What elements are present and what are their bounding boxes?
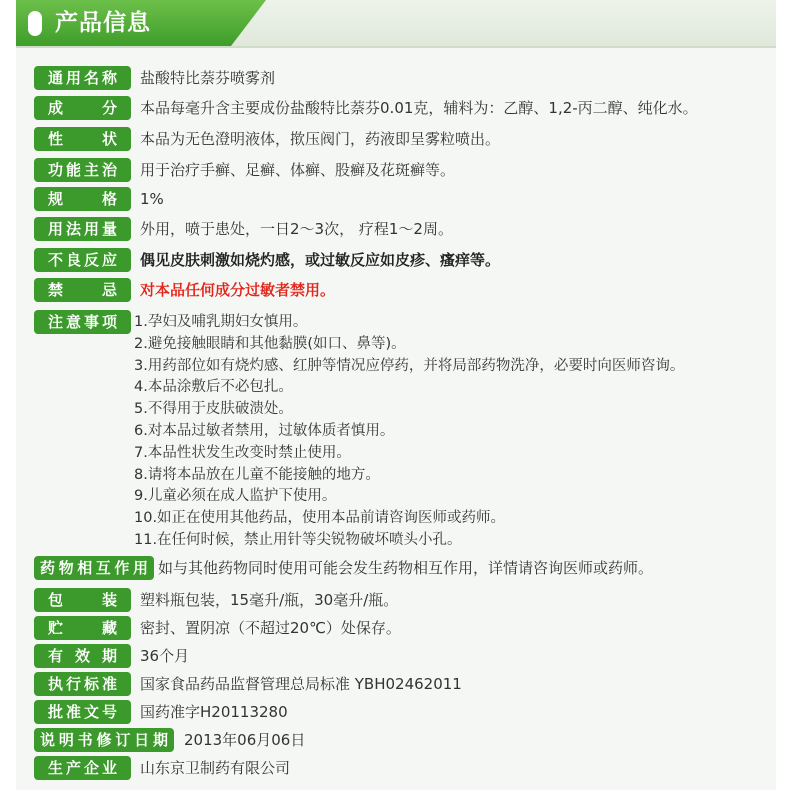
label-badge: 性 状 bbox=[34, 127, 131, 151]
list-item: 7.本品性状发生改变时禁止使用。 bbox=[134, 444, 351, 461]
row-value: 1% bbox=[140, 190, 164, 208]
label-badge: 功能主治 bbox=[34, 158, 131, 182]
row-value: 山东京卫制药有限公司 bbox=[140, 759, 291, 777]
row-value: 如与其他药物同时使用可能会发生药物相互作用，详情请咨询医师或药师。 bbox=[158, 559, 654, 577]
row-value: 国药准字H20113280 bbox=[140, 703, 288, 721]
header-divider bbox=[16, 46, 776, 48]
precautions-list bbox=[134, 312, 684, 552]
label-badge: 说明书修订日期 bbox=[34, 728, 174, 752]
label-badge: 包 装 bbox=[34, 588, 131, 612]
label-badge: 禁 忌 bbox=[34, 278, 131, 302]
label-badge: 生产企业 bbox=[34, 756, 131, 780]
row-value: 本品为无色澄明液体，揿压阀门，药液即呈雾粒喷出。 bbox=[140, 130, 501, 148]
list-item: 8.请将本品放在儿童不能接触的地方。 bbox=[134, 466, 380, 483]
list-item: 4.本品涂敷后不必包扎。 bbox=[134, 379, 293, 396]
row-value: 国家食品药品监督管理总局标准 YBH02462011 bbox=[140, 675, 462, 693]
list-item: 11.在任何时候，禁止用针等尖锐物破坏喷头小孔。 bbox=[134, 531, 462, 548]
list-item: 2.避免接触眼睛和其他黏膜(如口、鼻等)。 bbox=[134, 335, 406, 352]
row-value: 对本品任何成分过敏者禁用。 bbox=[140, 281, 336, 299]
label-badge: 规 格 bbox=[34, 187, 131, 211]
list-item: 3.用药部位如有烧灼感、红肿等情况应停药，并将局部药物洗净，必要时向医师咨询。 bbox=[134, 357, 685, 374]
label-badge: 药物相互作用 bbox=[34, 556, 154, 580]
label-badge: 注意事项 bbox=[34, 310, 131, 334]
row-value: 盐酸特比萘芬喷雾剂 bbox=[140, 69, 276, 87]
row-value: 密封、置阴凉（不超过20℃）处保存。 bbox=[140, 619, 401, 637]
label-badge: 贮 藏 bbox=[34, 616, 131, 640]
label-badge: 用法用量 bbox=[34, 217, 131, 241]
list-item: 9.儿童必须在成人监护下使用。 bbox=[134, 488, 337, 505]
label-badge: 批准文号 bbox=[34, 700, 131, 724]
row-value: 36个月 bbox=[140, 647, 190, 665]
label-badge: 通用名称 bbox=[34, 66, 131, 90]
label-badge: 执行标准 bbox=[34, 672, 131, 696]
list-item: 6.对本品过敏者禁用，过敏体质者慎用。 bbox=[134, 422, 395, 439]
label-badge: 成 分 bbox=[34, 96, 131, 120]
list-item: 1.孕妇及哺乳期妇女慎用。 bbox=[134, 314, 308, 330]
page-title: 产品信息 bbox=[55, 10, 151, 36]
row-value: 本品每毫升含主要成份盐酸特比萘芬0.01克，辅料为：乙醇、1,2-丙二醇、纯化水。 bbox=[140, 99, 698, 117]
pill-icon bbox=[28, 11, 42, 36]
row-value: 偶见皮肤刺激如烧灼感，或过敏反应如皮疹、瘙痒等。 bbox=[140, 251, 501, 269]
label-badge: 有效期 bbox=[34, 644, 131, 668]
row-value: 外用，喷于患处，一日2～3次， 疗程1～2周。 bbox=[140, 220, 453, 238]
row-value: 2013年06月06日 bbox=[184, 731, 306, 749]
list-item: 5.不得用于皮肤破溃处。 bbox=[134, 401, 293, 418]
row-value: 塑料瓶包装，15毫升/瓶，30毫升/瓶。 bbox=[140, 591, 399, 609]
list-item: 10.如正在使用其他药品，使用本品前请咨询医师或药师。 bbox=[134, 510, 506, 527]
label-badge: 不良反应 bbox=[34, 248, 131, 272]
row-value: 用于治疗手癣、足癣、体癣、股癣及花斑癣等。 bbox=[140, 161, 456, 179]
